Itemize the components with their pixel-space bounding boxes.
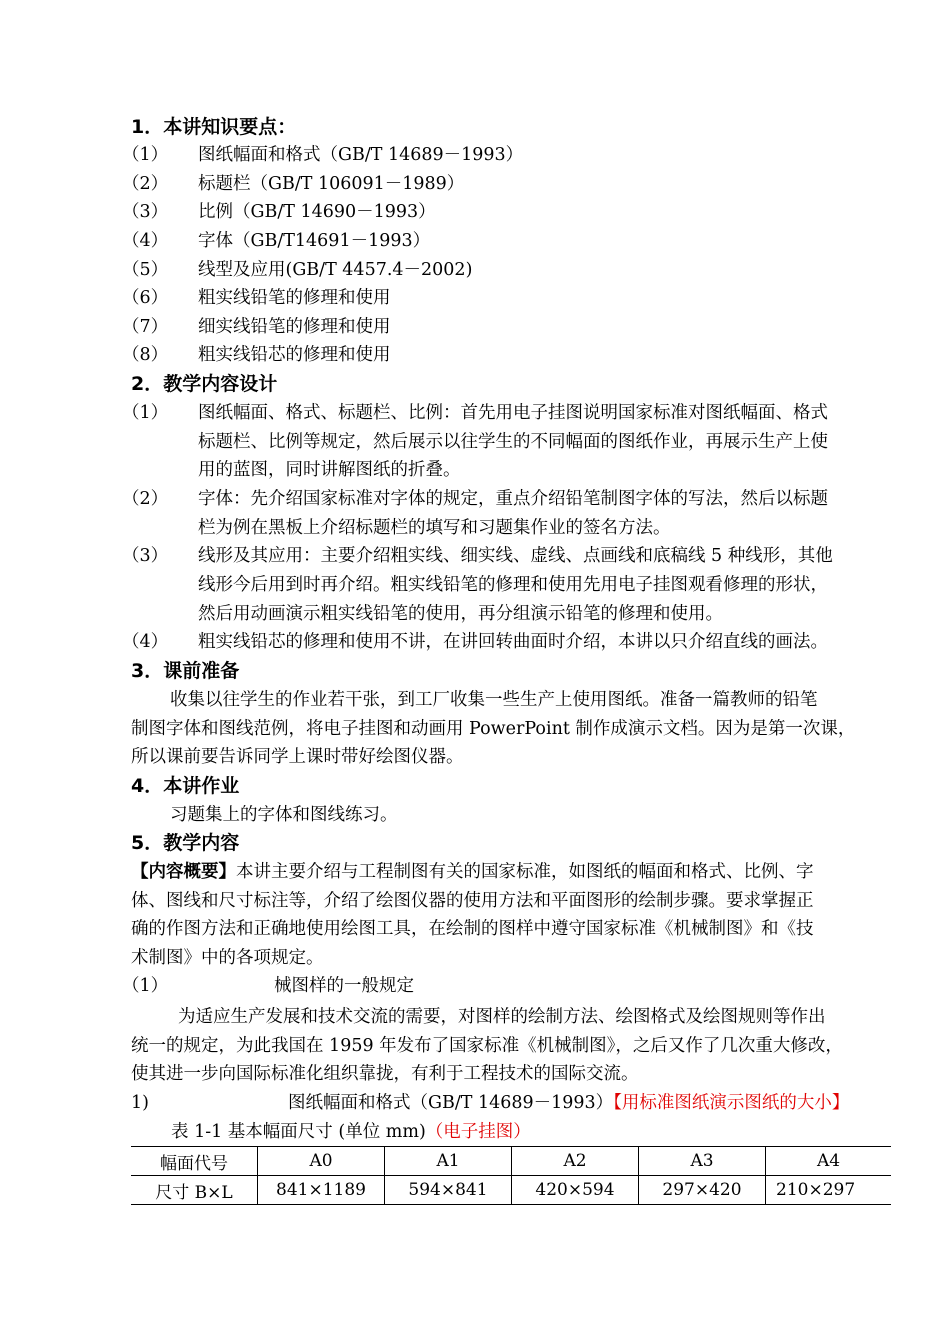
list-item-number: （1） <box>122 145 169 165</box>
table-cell: 841×1189 <box>258 1176 385 1205</box>
paragraph-line: 使其进一步向国际标准化组织靠拢，有利于工程技术的国际交流。 <box>131 1064 639 1084</box>
list-item-text: 标题栏、比例等规定，然后展示以往学生的不同幅面的图纸作业，再展示生产上使 <box>198 432 828 452</box>
list-item-text: 粗实线铅芯的修理和使用 <box>198 345 391 365</box>
list-item-number: （6） <box>122 288 169 308</box>
table-cell: 297×420 <box>639 1176 766 1205</box>
list-item-text: 线型及应用(GB/T 4457.4－2002) <box>198 260 473 280</box>
list-item-text: 字体：先介绍国家标准对字体的规定，重点介绍铅笔制图字体的写法，然后以标题 <box>198 489 828 509</box>
list-item-number: （3） <box>122 546 169 566</box>
list-item-number: （3） <box>122 202 169 222</box>
paragraph-line: 制图字体和图线范例，将电子挂图和动画用 PowerPoint 制作成演示文档。因为是第一次课， <box>131 719 856 739</box>
table-cell: 594×841 <box>385 1176 512 1205</box>
paragraph-line: 习题集上的字体和图线练习。 <box>170 805 398 825</box>
list-item-number: （8） <box>122 345 169 365</box>
paragraph-line: 术制图》中的各项规定。 <box>131 948 324 968</box>
paragraph-line: 统一的规定，为此我国在 1959 年发布了国家标准《机械制图》，之后又作了几次重大修改， <box>131 1036 843 1056</box>
summary-first-line <box>131 858 814 886</box>
list-item-text: 线形及其应用：主要介绍粗实线、细实线、虚线、点画线和底稿线 5 种线形，其他 <box>198 546 833 566</box>
table-caption-note: （电子挂图） <box>425 1122 531 1142</box>
list-item-number: （4） <box>122 231 169 251</box>
table-cell: 尺寸 B×L <box>131 1176 258 1205</box>
paragraph-line: 为适应生产发展和技术交流的需要，对图样的绘制方法、绘图格式及绘图规则等作出 <box>178 1007 826 1027</box>
list-item-text: 比例（GB/T 14690－1993） <box>198 202 436 222</box>
table-row <box>131 1176 891 1205</box>
list-item-number: （4） <box>122 632 169 652</box>
item-title: 图纸幅面和格式（GB/T 14689－1993） <box>288 1093 614 1113</box>
section-5-heading: 5．教学内容 <box>131 832 240 854</box>
table-cell: 420×594 <box>512 1176 639 1205</box>
table-header-cell: A2 <box>512 1147 639 1176</box>
list-item-number: （7） <box>122 317 169 337</box>
list-item-number: （2） <box>122 174 169 194</box>
item-title-line <box>288 1089 849 1117</box>
paragraph-line: 收集以往学生的作业若干张，到工厂收集一些生产上使用图纸。准备一篇教师的铅笔 <box>170 690 818 710</box>
table-header-cell: A0 <box>258 1147 385 1176</box>
table-caption-line <box>171 1118 531 1146</box>
summary-text: 本讲主要介绍与工程制图有关的国家标准，如图纸的幅面和格式、比例、字 <box>236 862 814 882</box>
list-item-text: 图纸幅面、格式、标题栏、比例：首先用电子挂图说明国家标准对图纸幅面、格式 <box>198 403 828 423</box>
table-header-cell: A4 <box>766 1147 892 1176</box>
list-item-text: 细实线铅笔的修理和使用 <box>198 317 391 337</box>
list-item-text: 字体（GB/T14691－1993） <box>198 231 431 251</box>
list-item-text: 线形今后用到时再介绍。粗实线铅笔的修理和使用先用电子挂图观看修理的形状， <box>198 575 828 595</box>
list-item-text: 粗实线铅笔的修理和使用 <box>198 288 391 308</box>
basic-size-table <box>131 1146 891 1205</box>
section-2-heading: 2．教学内容设计 <box>131 373 278 395</box>
section-1-heading: 1．本讲知识要点： <box>131 116 297 138</box>
section-4-heading: 4．本讲作业 <box>131 775 240 797</box>
table-header-cell: 幅面代号 <box>131 1147 258 1176</box>
item-note: 【用标准图纸演示图纸的大小】 <box>613 1093 850 1113</box>
table-header-row <box>131 1147 891 1176</box>
list-item-text: 然后用动画演示粗实线铅笔的使用，再分组演示铅笔的修理和使用。 <box>198 604 723 624</box>
paragraph-line: 所以课前要告诉同学上课时带好绘图仪器。 <box>131 747 464 767</box>
list-item-number: （5） <box>122 260 169 280</box>
list-item-text: 栏为例在黑板上介绍标题栏的填写和习题集作业的签名方法。 <box>198 518 671 538</box>
table-header-cell: A3 <box>639 1147 766 1176</box>
list-item-number: （2） <box>122 489 169 509</box>
paragraph-line: 确的作图方法和正确地使用绘图工具，在绘制的图样中遵守国家标准《机械制图》和《技 <box>131 919 814 939</box>
table-cell: 210×297 <box>766 1176 892 1205</box>
list-item-text: 用的蓝图，同时讲解图纸的折叠。 <box>198 460 461 480</box>
subsection-title: 械图样的一般规定 <box>274 976 414 996</box>
list-item-text: 标题栏（GB/T 106091－1989） <box>198 174 465 194</box>
summary-tag: 【内容概要】 <box>131 862 236 882</box>
table-header-cell: A1 <box>385 1147 512 1176</box>
table-caption: 表 1-1 基本幅面尺寸 (单位 mm) <box>171 1122 426 1142</box>
section-3-heading: 3．课前准备 <box>131 660 240 682</box>
list-item-text: 粗实线铅芯的修理和使用不讲，在讲回转曲面时介绍，本讲以只介绍直线的画法。 <box>198 632 828 652</box>
list-item-number: （1） <box>122 403 169 423</box>
list-item-text: 图纸幅面和格式（GB/T 14689－1993） <box>198 145 524 165</box>
paragraph-line: 体、图线和尺寸标注等，介绍了绘图仪器的使用方法和平面图形的绘制步骤。要求掌握正 <box>131 891 814 911</box>
item-number: 1) <box>131 1093 149 1113</box>
subsection-number: （1） <box>122 976 169 996</box>
